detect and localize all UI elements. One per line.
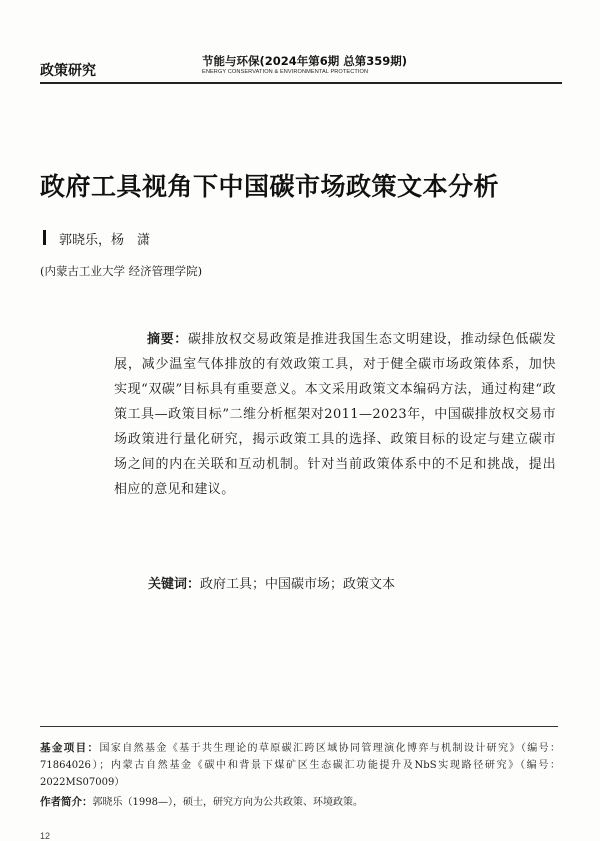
funding-label: 基金项目： — [40, 742, 100, 754]
page-number: 12 — [40, 831, 51, 841]
funding-text: 国家自然基金《基于共生理论的草原碳汇跨区域协同管理演化博弈与机制设计研究》（编号：71864026）；内蒙古自然基金《碳中和背景下煤矿区生态碳汇功能提升及NbS实现路径研究》（编号：2022MS07009） — [40, 743, 561, 788]
keywords-label: 关键词： — [148, 577, 201, 592]
abstract-text: 碳排放权交易政策是推进我国生态文明建设，推动绿色低碳发展，减少温室气体排放的有效政策工具，对于健全碳市场政策体系，加快实现“双碳”目标具有重要意义。本文采用政策文本编码方法，通过构建“政策工具—政策目标”二维分析框架对2011—2023年，中国碳排放权交易市场政策进行量化研究，揭示政策工具的选择、政策目标的设定与建立碳市场之间的内在关联和互动机制。针对当前政策体系中的不足和挑战，提出相应的意见和建议。 — [114, 332, 556, 497]
section-label: 政策研究 — [40, 63, 96, 79]
author-bio-label: 作者简介： — [40, 796, 93, 808]
author-bio-text: 郭晓乐（1998—），硕士，研究方向为公共政策、环境政策。 — [92, 797, 363, 808]
author-affiliation: (内蒙古工业大学 经济管理学院) — [40, 264, 203, 278]
keywords — [148, 573, 395, 592]
article-authors: 郭晓乐，杨 潇 — [59, 233, 151, 248]
author-marker — [43, 230, 46, 245]
journal-title: 节能与环保(2024年第6期 总第359期) — [202, 54, 408, 68]
header-divider — [40, 82, 562, 84]
keywords-text: 政府工具；中国碳市场；政策文本 — [200, 577, 396, 592]
footnote-divider — [40, 726, 558, 727]
funding-note — [40, 740, 560, 791]
article-title: 政府工具视角下中国碳市场政策文本分析 — [40, 172, 500, 201]
author-bio — [40, 793, 363, 809]
journal-title-english: ENERGY CONSERVATION & ENVIRONMENTAL PROTECTION — [202, 69, 369, 75]
abstract-label: 摘要： — [147, 332, 188, 347]
abstract — [114, 327, 556, 502]
